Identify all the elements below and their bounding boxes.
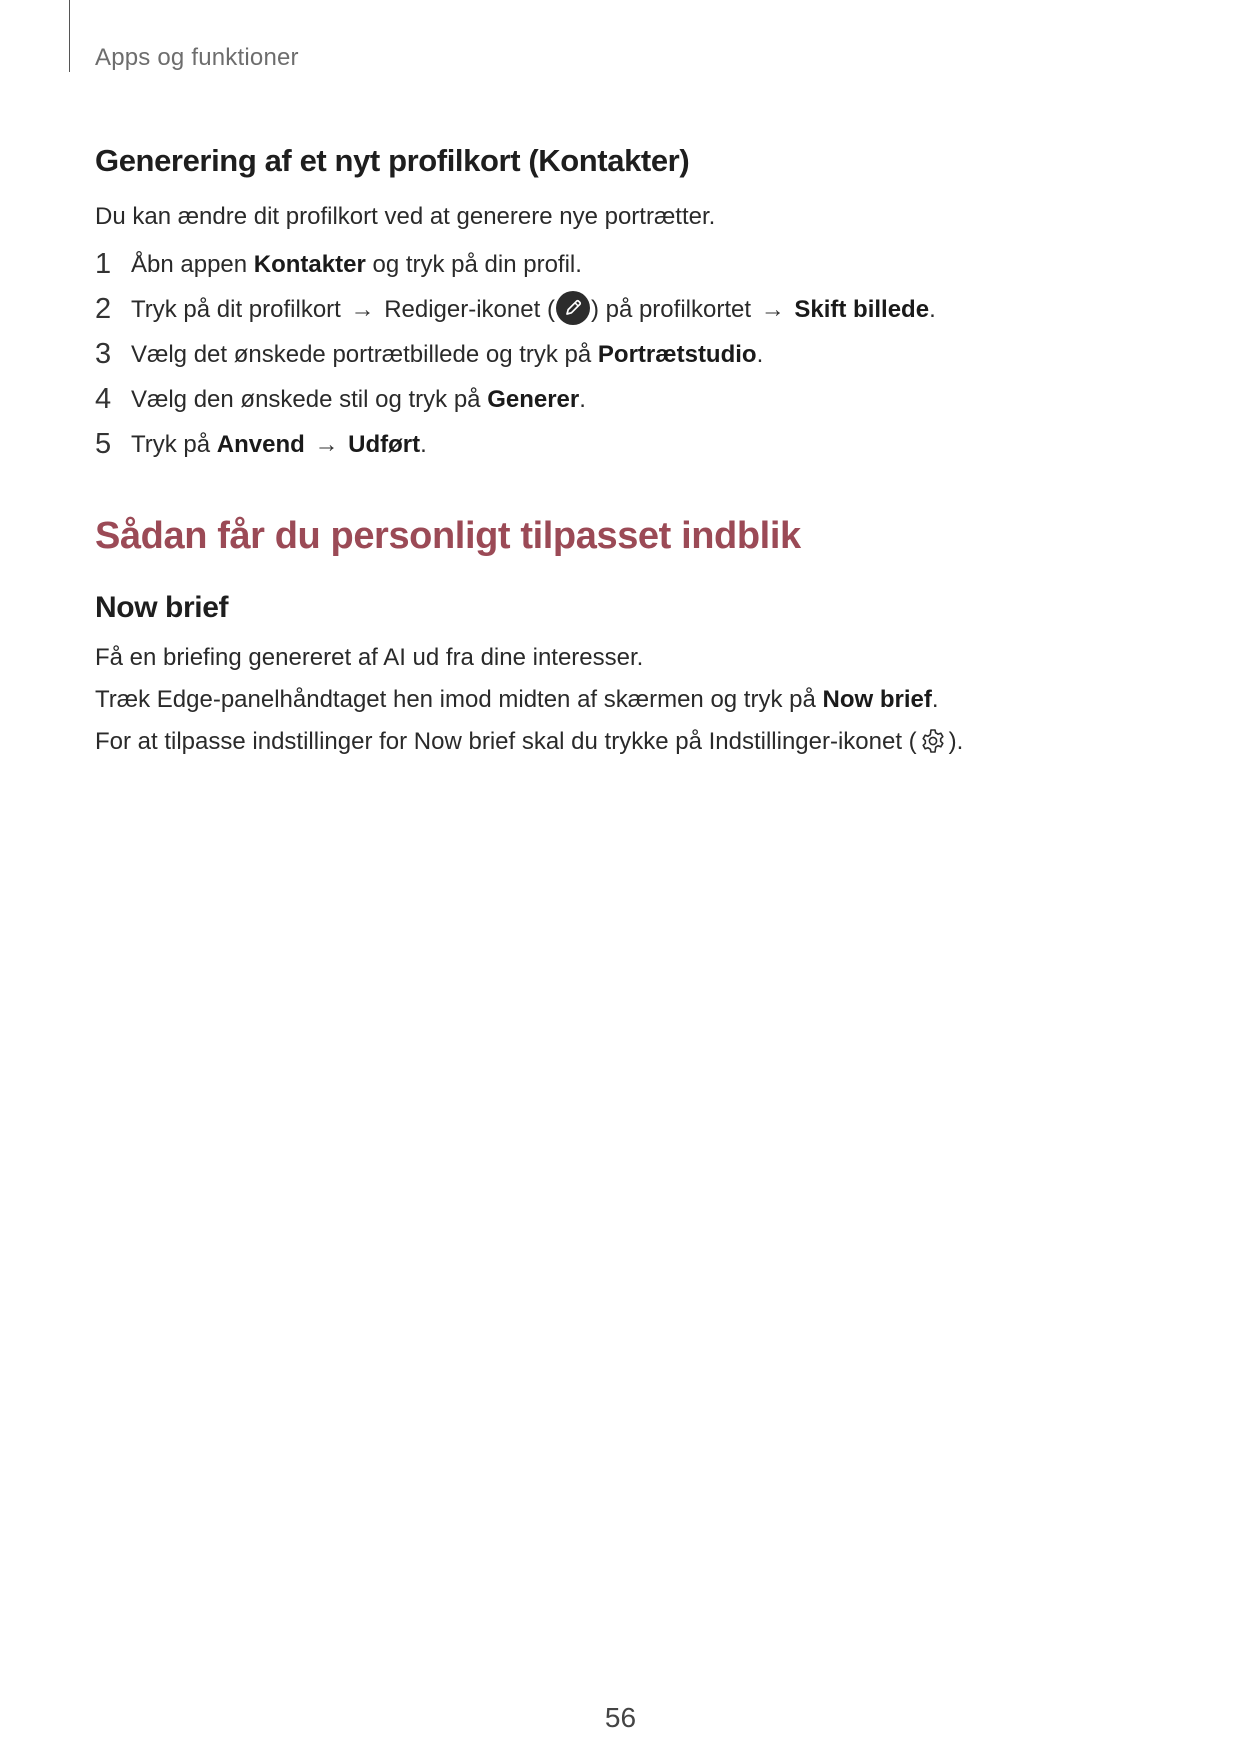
ui-term: Kontakter: [253, 251, 366, 278]
now-brief-settings: [95, 721, 1155, 763]
instruction-text: .: [931, 686, 939, 713]
settings-text: ).: [948, 728, 964, 755]
step-2: [95, 287, 1155, 332]
step-text: .: [756, 341, 764, 368]
section-title-profile-card: Generering af et nyt profilkort (Kontakter): [95, 143, 690, 178]
page-number: 56: [604, 1702, 637, 1733]
instruction-text: Træk Edge-panelhåndtaget hen imod midten af skærmen og tryk på: [95, 686, 823, 713]
arrow-icon: →: [314, 431, 339, 458]
step-number: 4: [95, 383, 112, 415]
settings-gear-icon: [918, 726, 948, 756]
step-text: Åbn appen: [131, 251, 254, 278]
ui-term: Now brief: [822, 686, 932, 713]
ui-term: Portrætstudio: [597, 341, 757, 368]
step-number: 5: [95, 428, 112, 460]
section-title-personal-insights: Sådan får du personligt tilpasset indblik: [95, 515, 801, 557]
step-number: 1: [95, 248, 112, 280]
step-text: Rediger-ikonet (: [384, 296, 555, 323]
step-text: Vælg den ønskede stil og tryk på: [131, 386, 488, 413]
arrow-icon: →: [760, 296, 785, 323]
step-number: 3: [95, 338, 112, 370]
running-header: Apps og funktioner: [95, 44, 299, 71]
step-text: og tryk på din profil.: [365, 251, 582, 278]
now-brief-description: Få en briefing genereret af AI ud fra dine interesser.: [95, 644, 644, 671]
steps-list: [95, 242, 1155, 467]
subsection-title-now-brief: Now brief: [95, 591, 229, 624]
ui-term: Anvend: [216, 431, 305, 458]
step-number: 2: [95, 293, 112, 325]
section-intro: Du kan ændre dit profilkort ved at generere nye portrætter.: [95, 203, 716, 230]
edit-pencil-icon: [556, 291, 590, 325]
settings-text: For at tilpasse indstillinger for Now brief skal du trykke på Indstillinger-ikonet (: [95, 728, 917, 755]
ui-term: Udført: [348, 431, 421, 458]
step-text: ) på profilkortet: [590, 296, 752, 323]
step-4: [95, 377, 1155, 422]
step-text: .: [420, 431, 427, 458]
ui-term: Skift billede: [794, 296, 930, 323]
now-brief-instruction: [95, 679, 1155, 721]
step-3: [95, 332, 1155, 377]
arrow-icon: →: [350, 296, 375, 323]
step-text: .: [929, 296, 936, 323]
step-text: Tryk på: [131, 431, 217, 458]
step-text: Vælg det ønskede portrætbillede og tryk på: [131, 341, 598, 368]
step-5: [95, 422, 1155, 467]
step-1: [95, 242, 1155, 287]
step-text: .: [579, 386, 586, 413]
ui-term: Generer: [487, 386, 580, 413]
step-text: Tryk på dit profilkort: [131, 296, 341, 323]
header-rule: [69, 0, 70, 72]
page-content: [95, 140, 1155, 763]
